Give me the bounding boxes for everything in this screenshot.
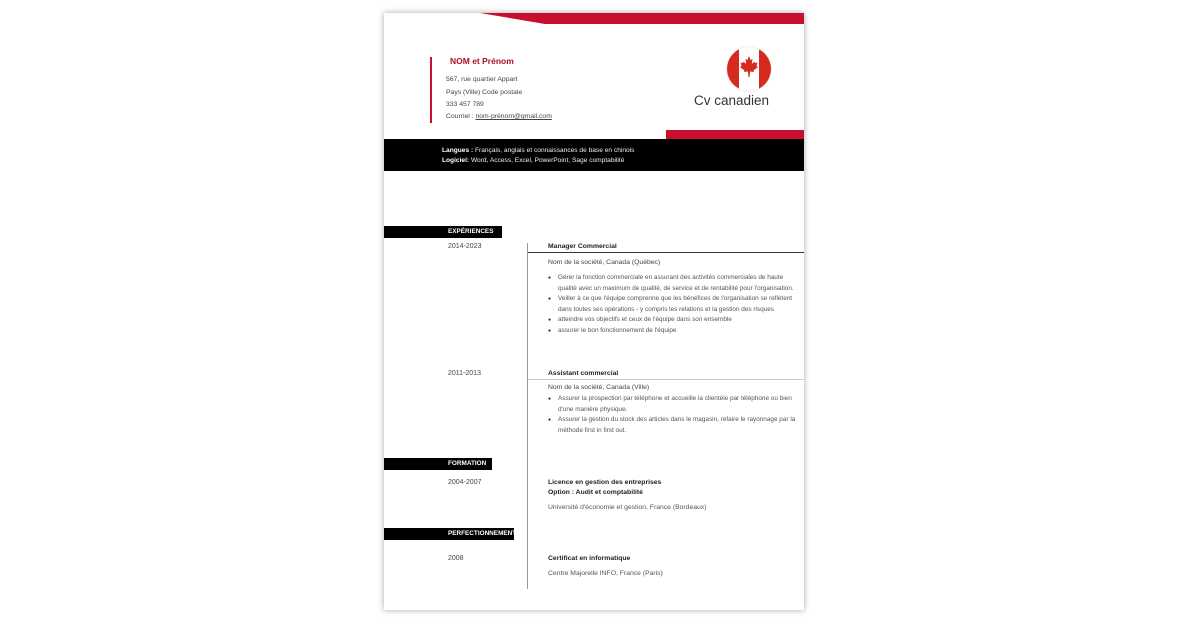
city-line: Pays (Ville) Code postale — [446, 89, 523, 96]
job-title: Assistant commercial — [548, 370, 619, 377]
email-label: Courriel : — [446, 113, 476, 120]
vertical-divider — [527, 243, 528, 589]
canada-flag-icon — [727, 47, 771, 91]
experience-dates: 2014-2023 — [448, 243, 482, 250]
band-red-accent — [666, 130, 804, 139]
job-duties-list — [546, 273, 798, 336]
degree-option: Option : Audit et comptabilité — [548, 489, 643, 496]
list-item: ● Assurer la gestion du stock des articles dans le magasin, refaire le rayonnage par la méthode first in first out. — [546, 415, 798, 436]
person-name: NOM et Prénom — [450, 56, 514, 66]
degree-title: Licence en gestion des entreprises — [548, 479, 662, 486]
list-item: ● assurer le bon fonctionnement de l'équipe — [546, 326, 798, 337]
formation-dates: 2004-2007 — [448, 479, 482, 486]
skills-band — [384, 139, 804, 171]
email-link[interactable]: nom-prénom@gmail.com — [475, 113, 552, 120]
section-header-experiences: EXPÉRIENCES — [384, 226, 502, 238]
job-divider — [528, 252, 804, 253]
company-name: Nom de la société, Canada (Ville) — [548, 384, 650, 391]
list-item: ● Veiller à ce que l'équipe comprenne que les bénéfices de l'organisation se reflètent dans toutes ses opérations - y compris les relations et la gestion des risques — [546, 294, 798, 315]
address: 567, rue quartier Appart — [446, 76, 518, 83]
languages-row: Langues : Français, anglais et connaissances de base en chinois — [442, 147, 635, 154]
certificate-school: Centre Majorelle INFO, France (Paris) — [548, 570, 663, 577]
list-item: ● Assurer la prospection par téléphone et accueille la clientèle par téléphone ou bien d'une manière physique. — [546, 394, 798, 415]
perfectionnement-dates: 2008 — [448, 555, 464, 562]
section-header-perfectionnement: PERFECTIONNEMENT — [384, 528, 514, 540]
job-title: Manager Commercial — [548, 243, 617, 250]
job-divider — [528, 379, 804, 380]
cv-document — [384, 13, 804, 610]
email-line — [446, 113, 552, 120]
list-item: ● atteindre vos objectifs et ceux de l'équipe dans son ensemble — [546, 315, 798, 326]
contact-block — [430, 57, 630, 123]
school-name: Université d'économie et gestion, France (Bordeaux) — [548, 504, 707, 511]
company-name: Nom de la société, Canada (Québec) — [548, 259, 661, 266]
certificate-title: Certificat en informatique — [548, 555, 631, 562]
software-row: Logiciel: Word, Access, Excel, PowerPoint, Sage comptabilité — [442, 157, 625, 164]
job-duties-list — [546, 394, 798, 436]
phone: 333 457 789 — [446, 101, 484, 108]
top-red-accent — [480, 13, 804, 24]
section-header-formation: FORMATION — [384, 458, 492, 470]
experience-dates: 2011-2013 — [448, 370, 481, 377]
cv-title: Cv canadien — [694, 93, 770, 108]
list-item: ● Gérer la fonction commerciale en assurant des activités commerciales de haute qualité avec un maximum de qualité, de service et de rentabilité pour l'organisation. — [546, 273, 798, 294]
